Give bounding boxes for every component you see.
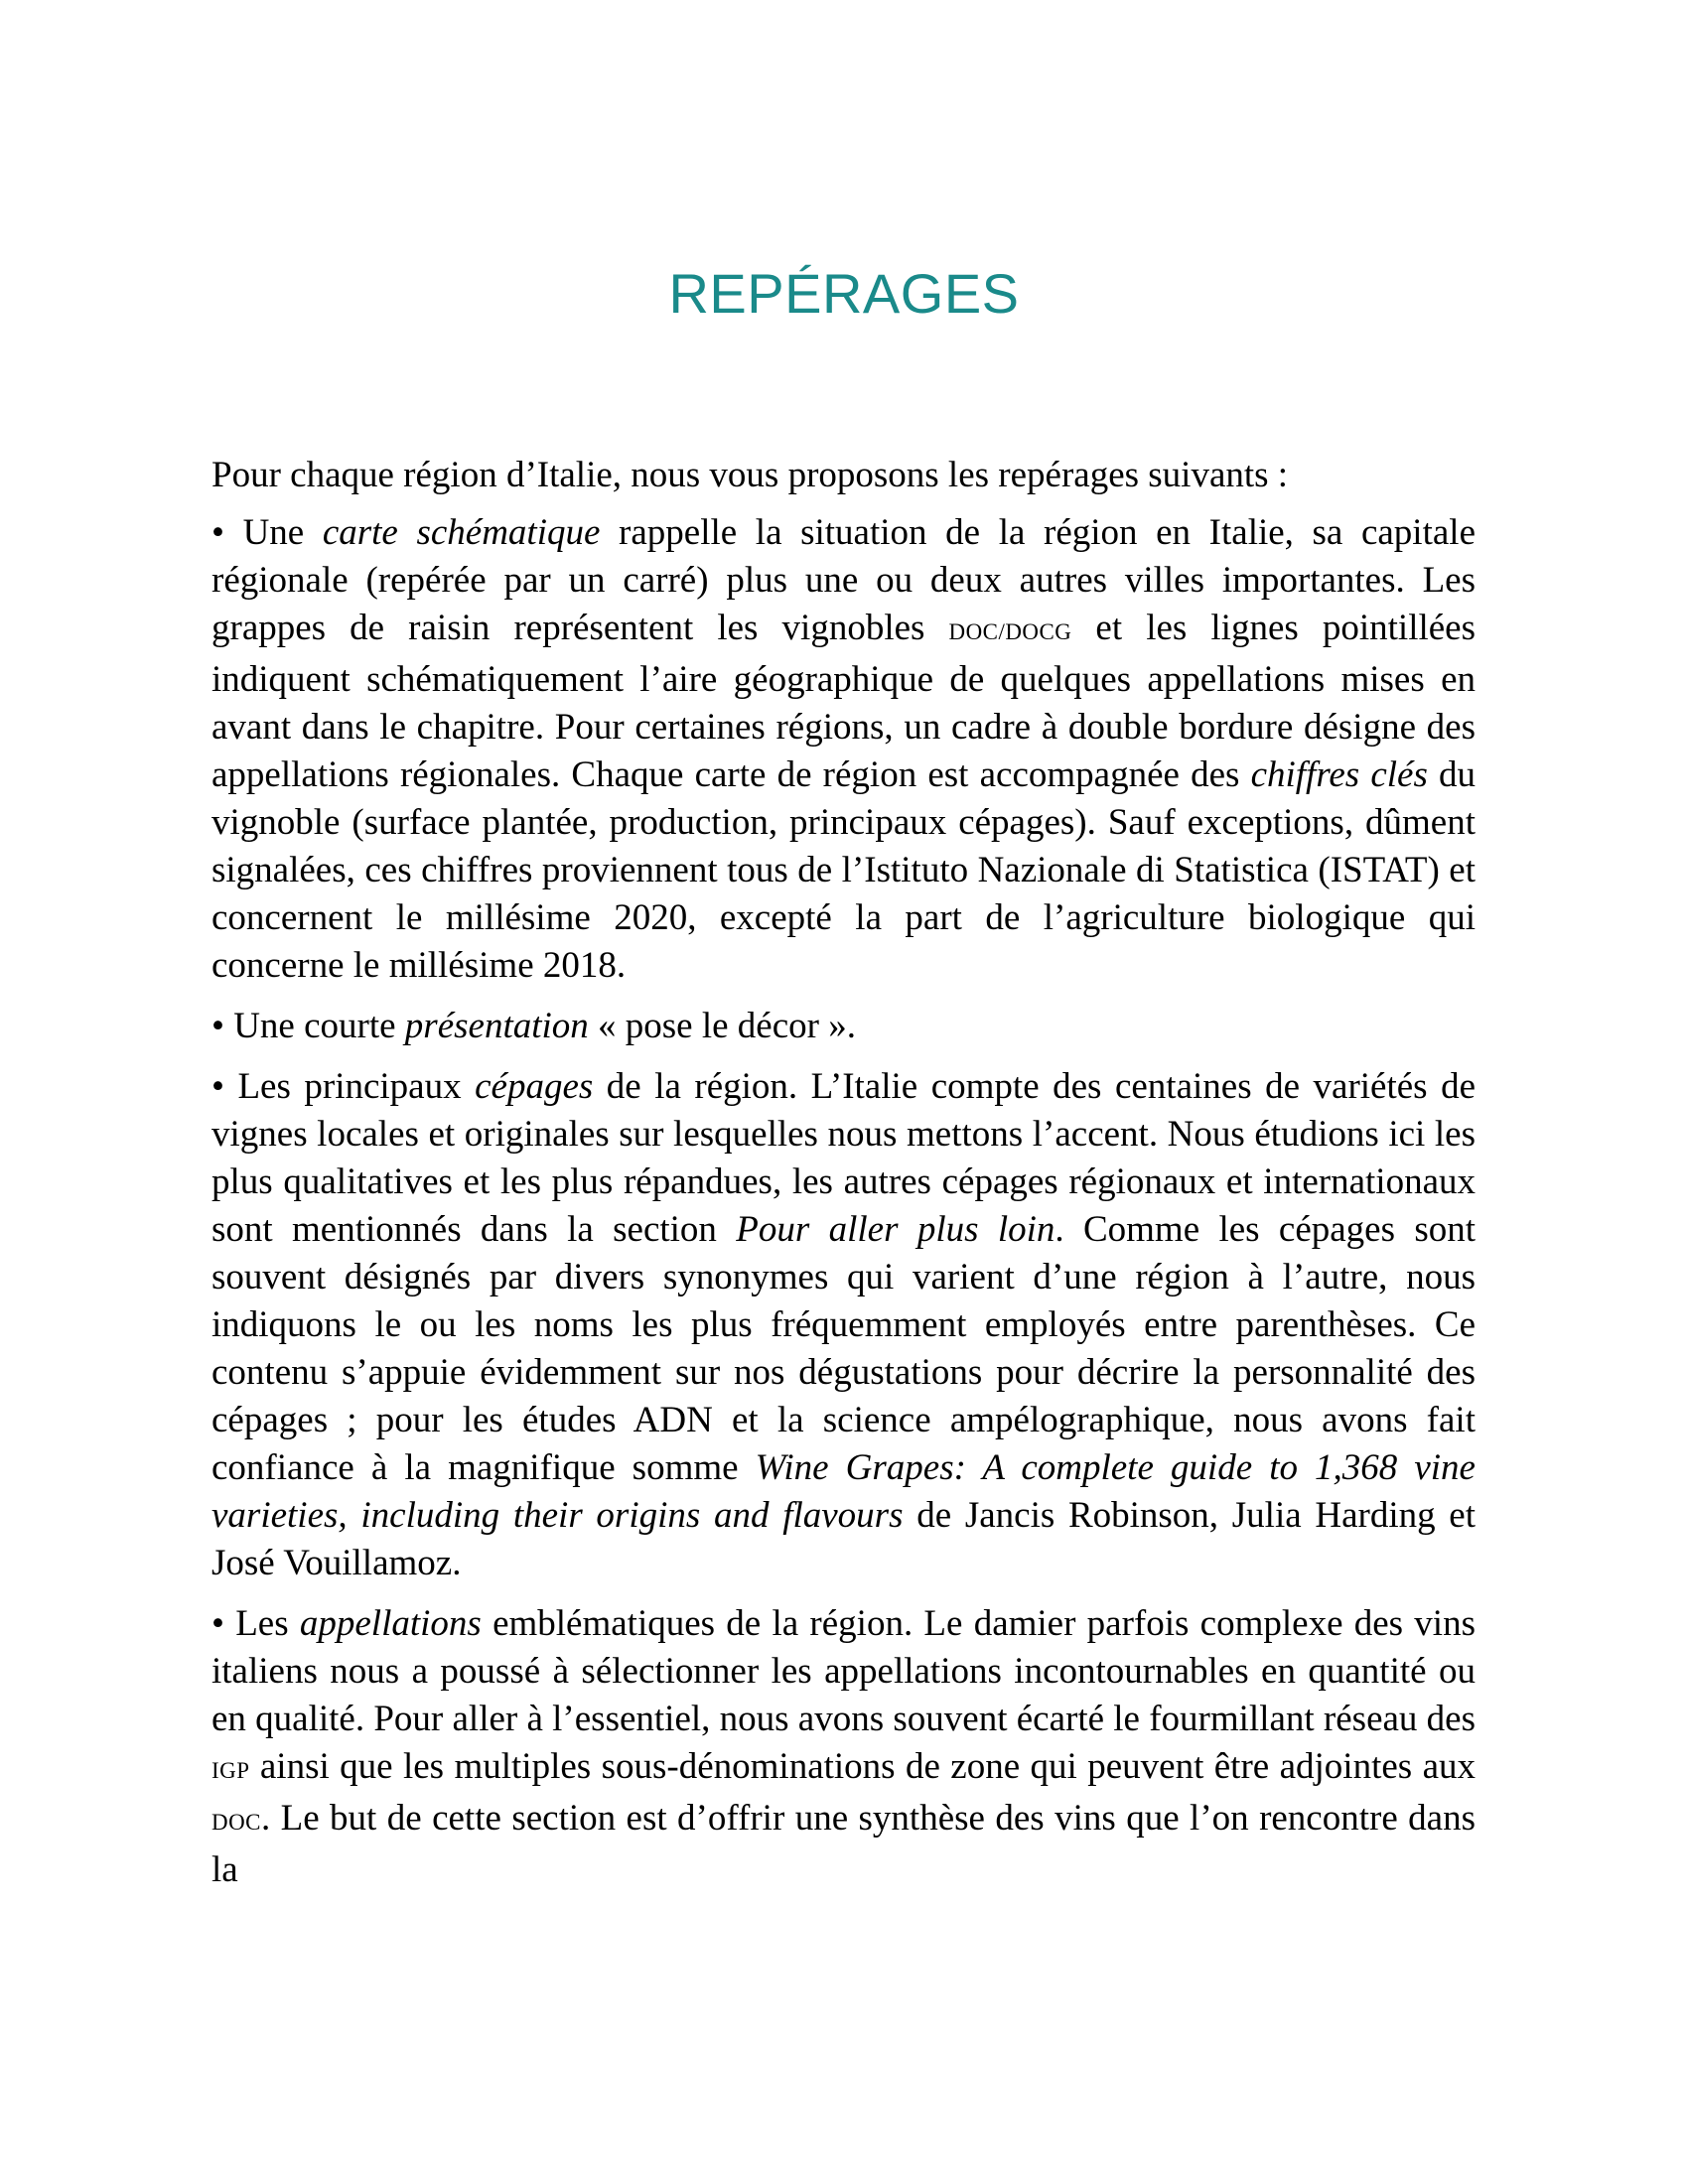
emphasis-appellations: appellations — [299, 1603, 482, 1644]
paragraph-carte — [211, 509, 1476, 990]
bullet-text: • Une — [211, 512, 323, 553]
page-title: REPÉRAGES — [668, 262, 1020, 325]
small-caps-doc-docg: DOC/DOCG — [948, 619, 1072, 644]
paragraph-text: rappelle la situation de la région en Italie, sa capitale régionale (repérée par un carré) plus une ou deux autres villes importantes. Les grappes de raisin représentent les vignobles — [211, 512, 1476, 648]
emphasis-cepages: cépages — [475, 1066, 594, 1107]
paragraph-presentation — [211, 1003, 1476, 1050]
bullet-text: • Une courte — [211, 1006, 405, 1046]
paragraph-appellations — [211, 1600, 1476, 1894]
emphasis-presentation: présentation — [404, 1006, 589, 1046]
paragraph-text: « pose le décor ». — [588, 1006, 856, 1046]
paragraph-text: de Jancis Robinson, Julia Harding et José Vouillamoz. — [211, 1495, 1477, 1583]
paragraph-text: emblématiques de la région. Le damier parfois complexe des vins italiens nous a poussé à sélectionner les appellations incontournables en quantité ou en qualité. Pour aller à l’essentiel, nous avons souvent écarté le fourmillant réseau des — [211, 1603, 1476, 1739]
paragraph-text: et les lignes pointillées indiquent schématiquement l’aire géographique de quelques appellations mises en avant dans le chapitre. Pour certaines régions, un cadre à double bordure désigne des appellations régionales. Chaque carte de région est accompagnée des — [211, 608, 1477, 795]
paragraph-cepages — [211, 1063, 1476, 1587]
small-caps-doc: DOC — [211, 1810, 261, 1835]
body-text — [211, 452, 1476, 1907]
emphasis-wine-grapes: Wine Grapes: A complete guide to 1,368 vine varieties, including their origins and flavours — [211, 1447, 1476, 1536]
paragraph-text: du vignoble (surface plantée, production, principaux cépages). Sauf exceptions, dûment signalées, ces chiffres proviennent tous de l’Istituto Nazionale di Statistica (ISTAT) et concernent le millésime 2020, excepté la part de l’agriculture biologique qui concerne le millésime 2018. — [211, 754, 1477, 986]
emphasis-chiffres-cles: chiffres clés — [1250, 754, 1428, 795]
paragraph-text: ainsi que les multiples sous-dénominations de zone qui peuvent être adjointes aux — [249, 1746, 1476, 1787]
paragraph-text: . Comme les cépages sont souvent désignés par divers synonymes qui varient d’une région à l’autre, nous indiquons le ou les noms les plus fréquemment employés entre parenthèses. Ce contenu s’appuie évidemment sur nos dégustations pour décrire la personnalité des cépages ; pour les études ADN et la science ampélographique, nous avons fait confiance à la magnifique somme — [211, 1209, 1477, 1488]
paragraph-text: de la région. L’Italie compte des centaines de variétés de vignes locales et originales sur lesquelles nous mettons l’accent. Nous étudions ici les plus qualitatives et les plus répandues, les autres cépages régionaux et internationaux sont mentionnés dans la section — [211, 1066, 1476, 1250]
bullet-text: • Les principaux — [211, 1066, 476, 1107]
emphasis-pour-aller-plus-loin: Pour aller plus loin — [736, 1209, 1055, 1250]
small-caps-igp: IGP — [211, 1758, 250, 1783]
bullet-text: • Les — [211, 1603, 300, 1644]
intro-paragraph: Pour chaque région d’Italie, nous vous proposons les repérages suivants : — [211, 455, 1289, 495]
emphasis-carte-schematique: carte schématique — [322, 512, 601, 553]
paragraph-text: . Le but de cette section est d’offrir une synthèse des vins que l’on rencontre dans la — [211, 1798, 1476, 1890]
